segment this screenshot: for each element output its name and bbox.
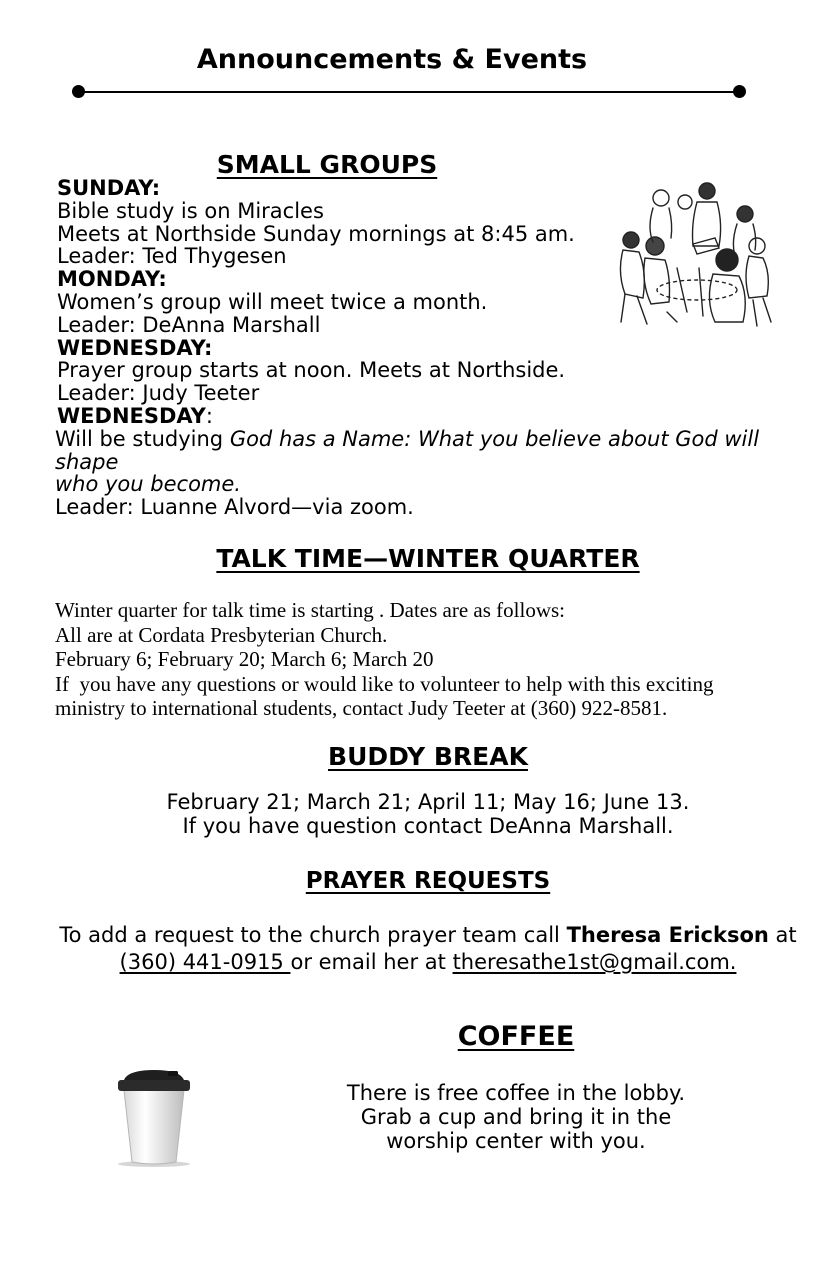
wednesday-2-study	[55, 428, 817, 474]
prayer-text: To add a request to the church prayer team call	[59, 923, 567, 947]
prayer-line-1	[0, 922, 827, 949]
coffee-line: worship center with you.	[386, 1129, 646, 1153]
wednesday-label: WEDNESDAY:	[57, 335, 213, 360]
prayer-text-at: at	[768, 923, 797, 947]
rule-right-dot	[733, 85, 746, 98]
monday-label: MONDAY:	[57, 267, 167, 292]
small-groups-heading: SMALL GROUPS	[216, 150, 438, 179]
wednesday-2-label-row	[57, 405, 817, 428]
talk-time-line: If you have any questions or would like to volunteer to help with this exciting	[55, 671, 714, 696]
header-divider	[78, 91, 740, 93]
coffee-cup-icon	[108, 1068, 200, 1168]
talk-time-line: All are at Cordata Presbyterian Church.	[55, 622, 388, 647]
coffee-line: Grab a cup and bring it in the	[360, 1105, 672, 1129]
prayer-line-2	[0, 949, 827, 976]
wednesday-2-book-title: God has a Name: What you believe about God will shape	[55, 426, 760, 474]
prayer-phone-link[interactable]: (360) 441-0915	[119, 950, 291, 974]
buddy-break-dates: February 21; March 21; April 11; May 16; June 13.	[166, 790, 690, 814]
wednesday-leader: Leader: Judy Teeter	[57, 381, 260, 406]
coffee-heading: COFFEE	[457, 1021, 575, 1052]
wednesday-2-colon: :	[205, 403, 213, 428]
wednesday-2-study-prefix: Will be studying	[55, 426, 230, 451]
wednesday-2-label: WEDNESDAY	[57, 403, 206, 428]
buddy-break-contact: If you have question contact DeAnna Marshall.	[182, 814, 674, 838]
page-title: Announcements & Events	[196, 44, 588, 75]
monday-topic: Women’s group will meet twice a month.	[57, 289, 488, 314]
talk-time-line: Winter quarter for talk time is starting . Dates are as follows:	[55, 598, 565, 622]
sunday-meeting: Meets at Northside Sunday mornings at 8:45 am.	[57, 221, 575, 246]
buddy-break-details	[0, 790, 827, 838]
talk-time-line: ministry to international students, contact Judy Teeter at (360) 922-8581.	[55, 696, 668, 720]
prayer-email-link[interactable]: theresathe1st@gmail.com.	[452, 950, 737, 974]
talk-time-heading: TALK TIME—WINTER QUARTER	[216, 544, 640, 573]
monday-leader: Leader: DeAnna Marshall	[57, 312, 321, 337]
wednesday-2-study-cont	[55, 473, 817, 496]
small-group-illustration	[607, 172, 779, 348]
coffee-details	[320, 1081, 712, 1153]
talk-time-details	[55, 598, 815, 721]
wednesday-2-leader: Leader: Luanne Alvord—via zoom.	[55, 495, 414, 520]
buddy-break-heading: BUDDY BREAK	[328, 742, 528, 771]
wednesday-2-book-title-cont: who you become.	[55, 472, 241, 497]
prayer-requests-details	[0, 922, 827, 976]
sunday-label: SUNDAY:	[57, 176, 161, 200]
sunday-topic: Bible study is on Miracles	[57, 198, 324, 223]
wednesday-topic: Prayer group starts at noon. Meets at Northside.	[57, 358, 566, 383]
coffee-line: There is free coffee in the lobby.	[346, 1081, 686, 1105]
prayer-contact-name: Theresa Erickson	[566, 923, 769, 947]
prayer-email-prefix: or email her at	[290, 950, 453, 974]
talk-time-line: February 6; February 20; March 6; March 20	[55, 647, 434, 671]
prayer-requests-heading: PRAYER REQUESTS	[305, 868, 551, 894]
sunday-leader: Leader: Ted Thygesen	[57, 244, 287, 269]
